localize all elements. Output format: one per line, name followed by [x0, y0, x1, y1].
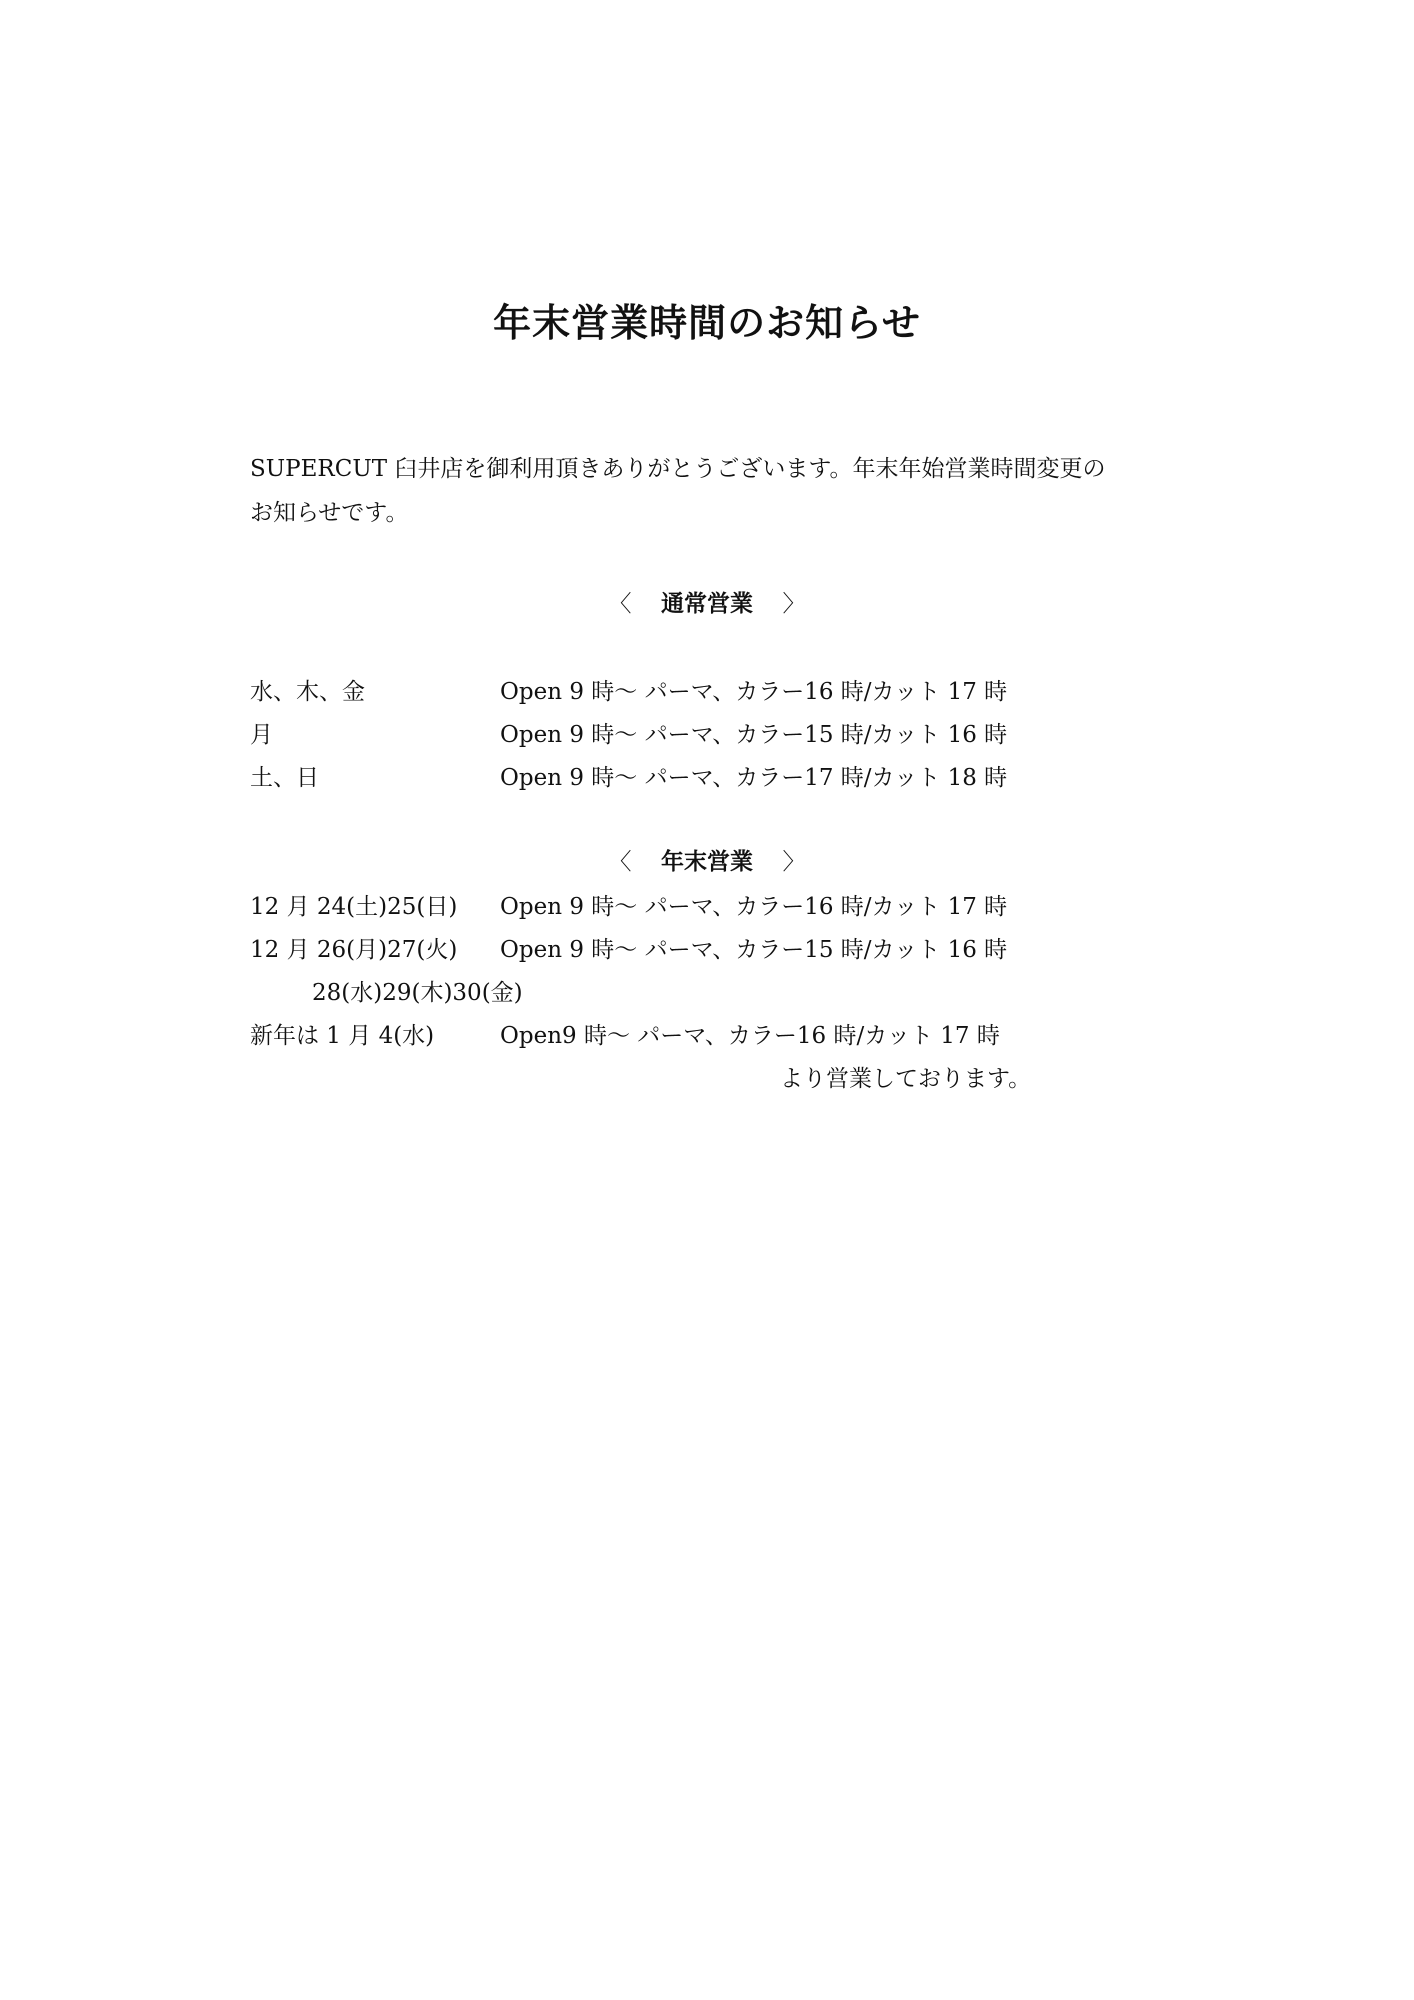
regular-row-hours: Open 9 時～ パーマ、カラー17 時/カット 18 時 [500, 765, 1008, 791]
intro-text-line-1: SUPERCUT 臼井店を御利用頂きありがとうございます。年末年始営業時間変更の [250, 456, 1106, 482]
year-end-hours-heading-label: 年末営業 [661, 848, 753, 875]
notice-title: 年末営業時間のお知らせ [493, 300, 921, 345]
new-year-hours: Open9 時～ パーマ、カラー16 時/カット 17 時 [500, 1023, 1000, 1049]
close-bracket: 〉 [782, 591, 806, 617]
regular-hours-heading [0, 585, 1414, 618]
year-end-hours-heading [0, 843, 1414, 876]
regular-row-hours: Open 9 時～ パーマ、カラー15 時/カット 16 時 [500, 722, 1008, 748]
year-end-continuation-days: 28(水)29(木)30(金) [312, 980, 523, 1006]
regular-hours-heading-label: 通常営業 [661, 590, 753, 617]
year-end-row-days: 12 月 24(土)25(日) [250, 894, 458, 920]
regular-row-days: 水、木、金 [250, 679, 365, 705]
open-bracket: 〈 [608, 591, 632, 617]
open-bracket: 〈 [608, 849, 632, 875]
year-end-row-days: 12 月 26(月)27(火) [250, 937, 458, 963]
close-bracket: 〉 [782, 849, 806, 875]
regular-row-days: 月 [250, 722, 273, 748]
new-year-days: 新年は 1 月 4(水) [250, 1023, 435, 1049]
new-year-closing-text: より営業しております。 [780, 1066, 1032, 1092]
regular-row-days: 土、日 [250, 765, 319, 791]
intro-text-line-2: お知らせです。 [250, 500, 409, 526]
year-end-row-hours: Open 9 時～ パーマ、カラー16 時/カット 17 時 [500, 894, 1008, 920]
regular-row-hours: Open 9 時～ パーマ、カラー16 時/カット 17 時 [500, 679, 1008, 705]
year-end-row-hours: Open 9 時～ パーマ、カラー15 時/カット 16 時 [500, 937, 1008, 963]
